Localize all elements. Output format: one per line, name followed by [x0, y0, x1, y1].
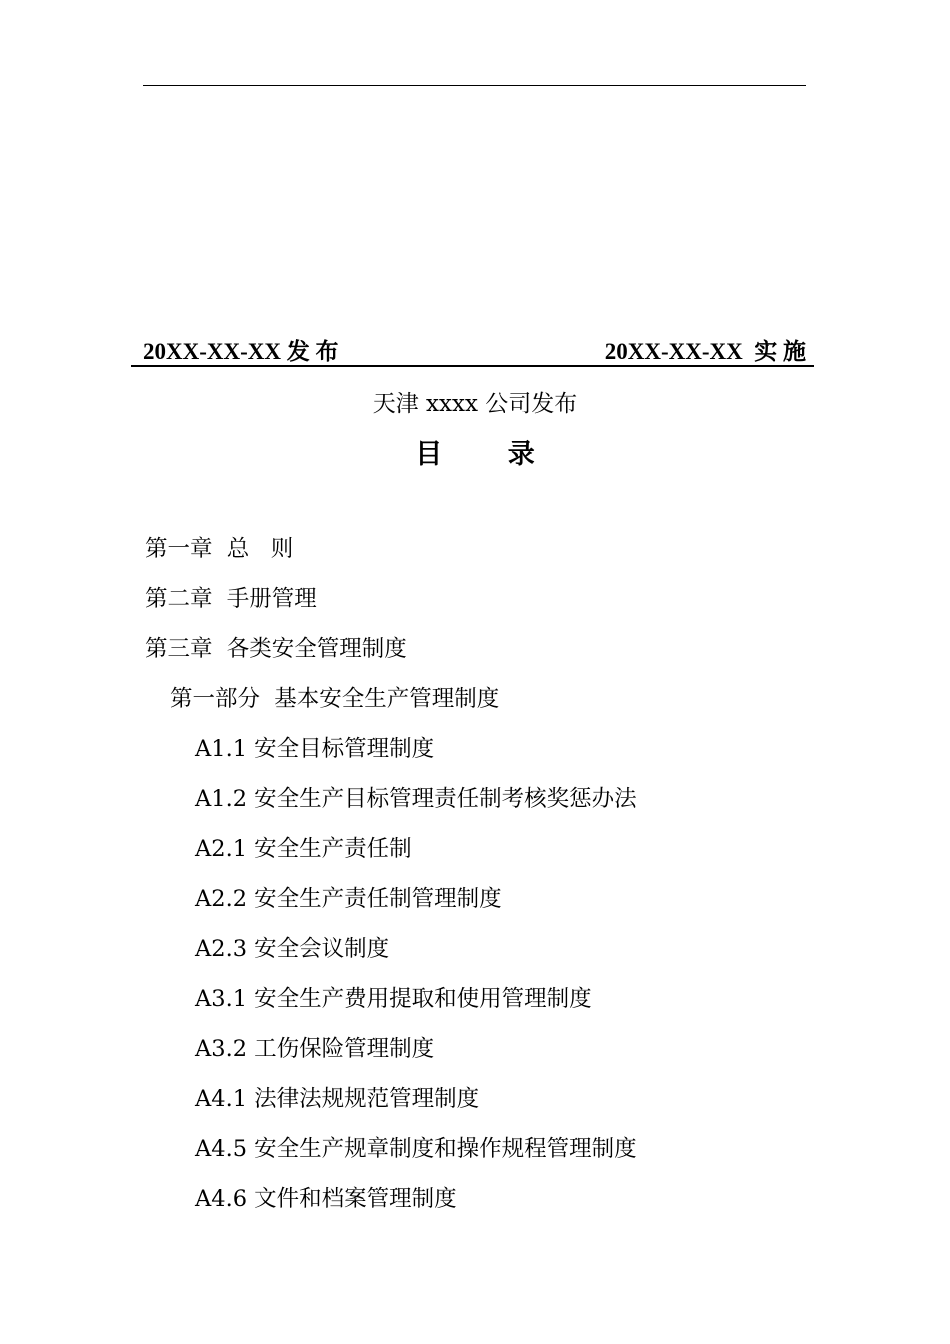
toc-item[interactable]: A4.5 安全生产规章制度和操作规程管理制度	[195, 1136, 637, 1162]
toc-item[interactable]: A3.2 工伤保险管理制度	[195, 1036, 435, 1062]
table-of-contents	[0, 528, 950, 1228]
toc-item[interactable]: A1.1 安全目标管理制度	[195, 736, 435, 762]
toc-item[interactable]: 第三章 各类安全管理制度	[145, 636, 407, 662]
date-divider	[131, 365, 814, 367]
toc-title: 目 录	[415, 439, 563, 470]
toc-item[interactable]: A3.1 安全生产费用提取和使用管理制度	[195, 986, 592, 1012]
toc-item[interactable]: 第一部分 基本安全生产管理制度	[170, 686, 500, 712]
effective-date: 20XX-XX-XX 实 施	[604, 339, 806, 364]
toc-item[interactable]: 第一章 总 则	[145, 536, 294, 562]
toc-item[interactable]: 第二章 手册管理	[145, 586, 317, 612]
toc-item[interactable]: A1.2 安全生产目标管理责任制考核奖惩办法	[195, 786, 637, 812]
toc-item[interactable]: A2.1 安全生产责任制	[195, 836, 412, 862]
date-row	[143, 333, 808, 365]
top-divider	[143, 85, 806, 86]
publish-date: 20XX-XX-XX 发 布	[143, 339, 339, 364]
toc-item[interactable]: A2.2 安全生产责任制管理制度	[195, 886, 502, 912]
toc-item[interactable]: A4.1 法律法规规范管理制度	[195, 1086, 480, 1112]
toc-item[interactable]: A4.6 文件和档案管理制度	[195, 1186, 457, 1212]
toc-item[interactable]: A2.3 安全会议制度	[195, 936, 390, 962]
publisher-line: 天津 xxxx 公司发布	[372, 391, 578, 417]
